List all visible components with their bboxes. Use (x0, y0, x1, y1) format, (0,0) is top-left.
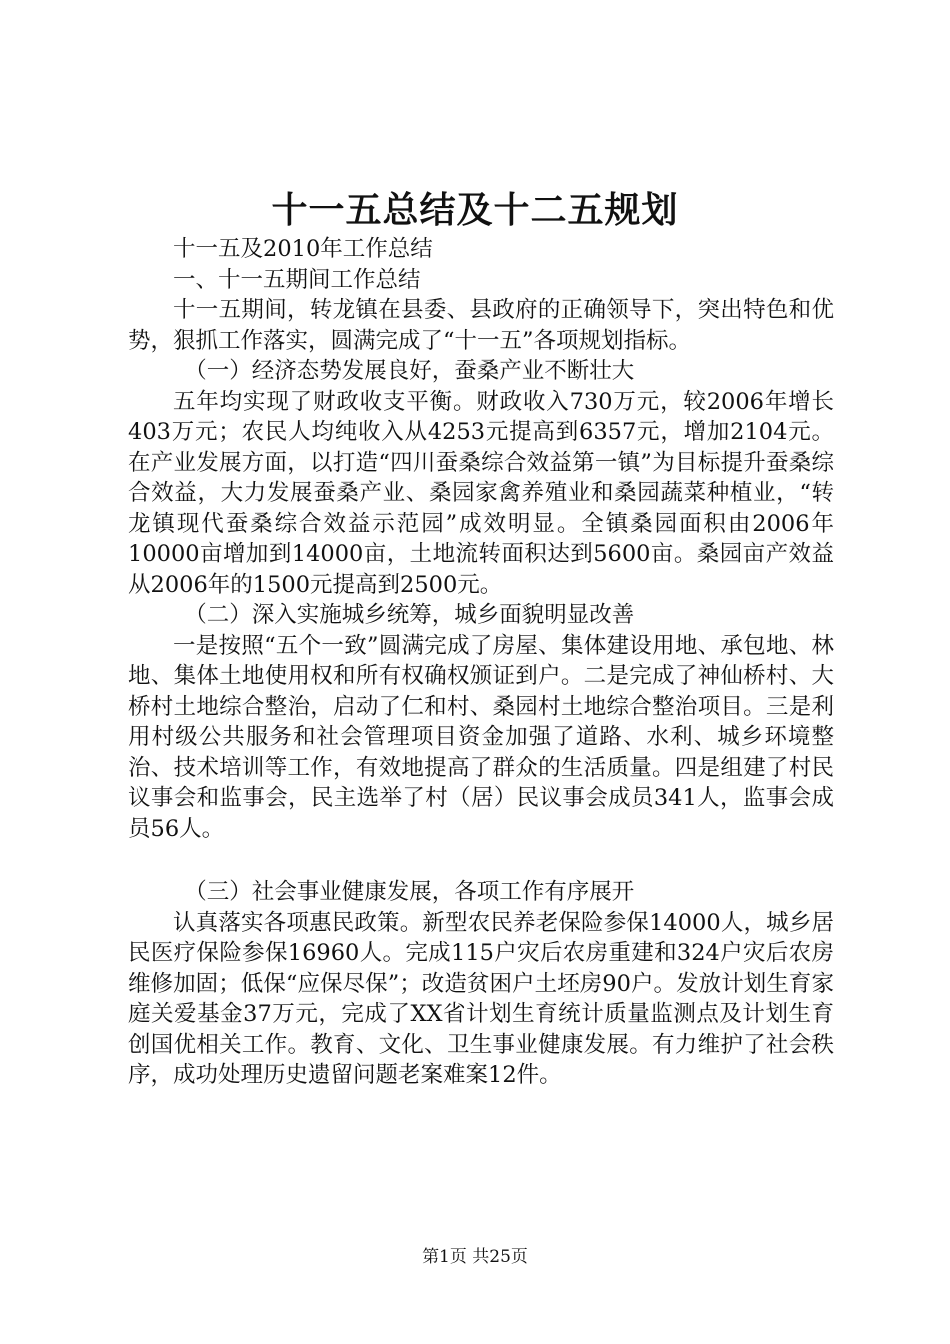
body-paragraph: 十一五期间，转龙镇在县委、县政府的正确领导下，突出特色和优势，狠抓工作落实，圆满完成了“十一五”各项规划指标。 (128, 297, 834, 354)
document-body (128, 234, 834, 1091)
subsection-heading: （一）经济态势发展良好，蚕桑产业不断壮大 (184, 358, 635, 384)
document-title: 十一五总结及十二五规划 (271, 189, 679, 231)
page-footer: 第1页 共25页 (422, 1247, 528, 1267)
body-paragraph: 五年均实现了财政收支平衡。财政收入730万元，较2006年增长403万元；农民人均纯收入从4253元提高到6357元，增加2104元。在产业发展方面，以打造“四川蚕桑综合效益第一镇”为目标提升蚕桑综合效益，大力发展蚕桑产业、桑园家禽养殖业和桑园蔬菜种植业，“转龙镇现代蚕桑综合效益示范园”成效明显。全镇桑园面积由2006年10000亩增加到14000亩，土地流转面积达到5600亩。桑园亩产效益从2006年的1500元提高到2500元。 (128, 388, 834, 598)
body-paragraph: 认真落实各项惠民政策。新型农民养老保险参保14000人，城乡居民医疗保险参保16960人。完成115户灾后农房重建和324户灾后农房维修加固；低保“应保尽保”；改造贫困户土坯房90户。发放计划生育家庭关爱基金37万元，完成了XX省计划生育统计质量监测点及计划生育创国优相关工作。教育、文化、卫生事业健康发展。有力维护了社会秩序，成功处理历史遗留问题老案难案12件。 (128, 909, 834, 1088)
subsection-heading: （二）深入实施城乡统筹，城乡面貌明显改善 (184, 602, 635, 628)
section-intro-line: 十一五及2010年工作总结 (173, 236, 433, 262)
subsection-heading: （三）社会事业健康发展，各项工作有序展开 (184, 879, 635, 905)
body-paragraph: 一是按照“五个一致”圆满完成了房屋、集体建设用地、承包地、林地、集体土地使用权和所有权确权颁证到户。二是完成了神仙桥村、大桥村土地综合整治，启动了仁和村、桑园村土地综合整治项目。三是利用村级公共服务和社会管理项目资金加强了道路、水利、城乡环境整治、技术培训等工作，有效地提高了群众的生活质量。四是组建了村民议事会和监事会，民主选举了村（居）民议事会成员341人，监事会成员56人。 (128, 632, 834, 842)
section-heading: 一、十一五期间工作总结 (173, 266, 421, 293)
